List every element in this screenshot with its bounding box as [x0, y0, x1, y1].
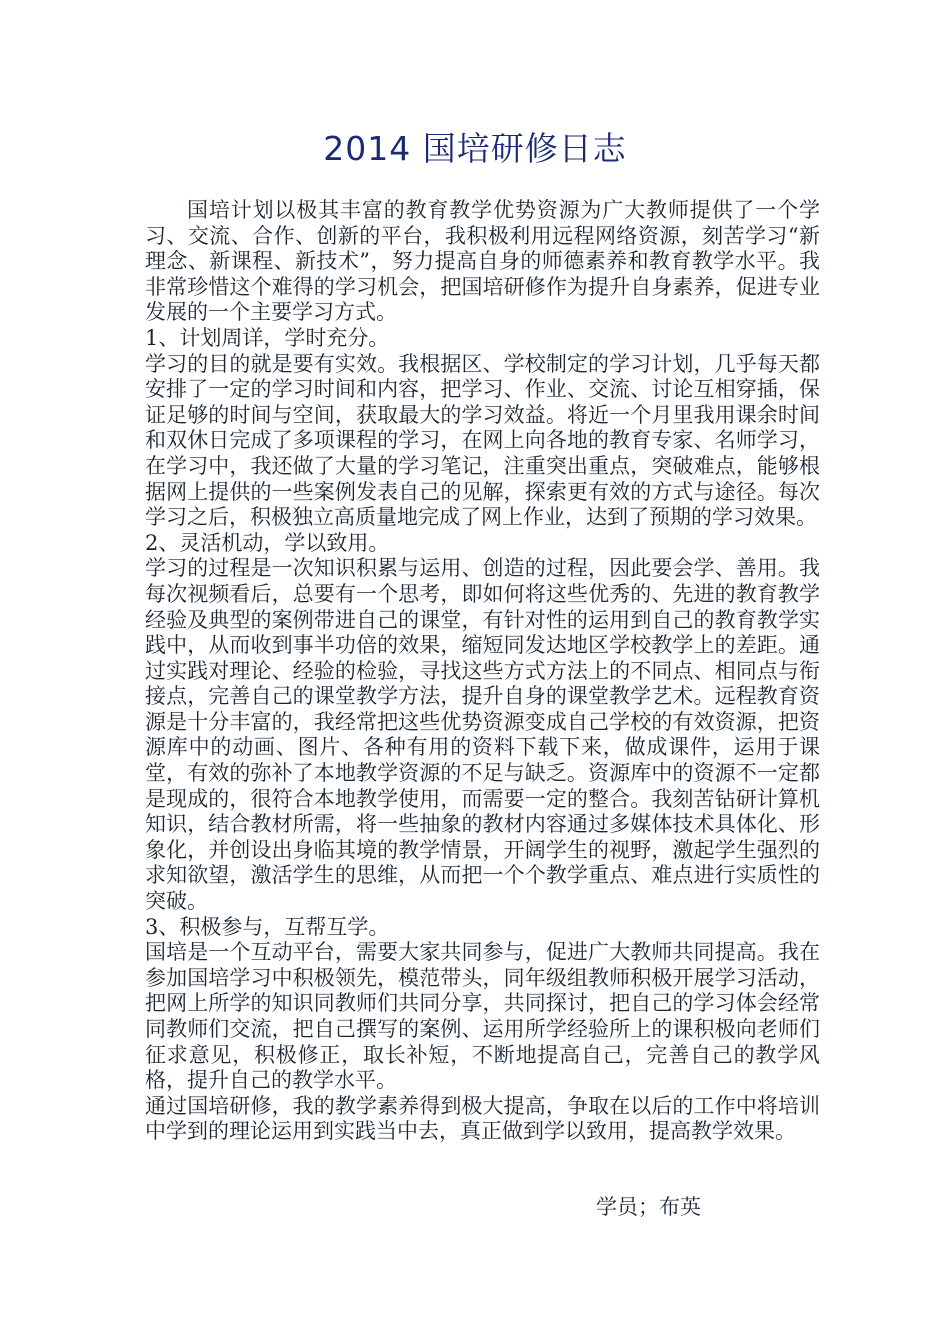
section-heading-1: 1、计划周详，学时充分。 [145, 325, 390, 350]
author-signature: 学员；布英 [596, 1195, 701, 1219]
intro-paragraph: 国培计划以极其丰富的教育教学优势资源为广大教师提供了一个学习、交流、合作、创新的平台，我积极利用远程网络资源，刻苦学习“新理念、新课程、新技术”，努力提高自身的师德素养和教育教学水平。我非常珍惜这个难得的学习机会，把国培研修作为提升自身素养，促进专业发展的一个主要学习方式。 [145, 198, 820, 325]
section-paragraph-2: 学习的过程是一次知识积累与运用、创造的过程，因此要会学、善用。我每次视频看后，总要有一个思考，即如何将这些优秀的、先进的教育教学经验及典型的案例带进自己的课堂，有针对性的运用到自己的教育教学实践中，从而收到事半功倍的效果，缩短同发达地区学校教学上的差距。通过实践对理论、经验的检验，寻找这些方式方法上的不同点、相同点与衔接点，完善自己的课堂教学方法，提升自身的课堂教学艺术。远程教育资源是十分丰富的，我经常把这些优势资源变成自己学校的有效资源，把资源库中的动画、图片、各种有用的资料下载下来，做成课件，运用于课堂，有效的弥补了本地教学资源的不足与缺乏。资源库中的资源不一定都是现成的，很符合本地教学使用，而需要一定的整合。我刻苦钻研计算机知识，结合教材所需，将一些抽象的教材内容通过多媒体技术具体化、形象化，并创设出身临其境的教学情景，开阔学生的视野，激起学生强烈的求知欲望，激活学生的思维，从而把一个个教学重点、难点进行实质性的突破。 [145, 556, 820, 914]
section-heading-3: 3、积极参与，互帮互学。 [145, 914, 390, 939]
document-body [145, 198, 820, 1145]
section-paragraph-3: 国培是一个互动平台，需要大家共同参与，促进广大教师共同提高。我在参加国培学习中积极领先，模范带头，同年级组教师积极开展学习活动，把网上所学的知识同教师们共同分享，共同探讨，把自己的学习体会经常同教师们交流，把自己撰写的案例、运用所学经验所上的课积极向老师们征求意见，积极修正，取长补短，不断地提高自己，完善自己的教学风格，提升自己的教学水平。 [145, 940, 820, 1093]
section-heading-2: 2、灵活机动，学以致用。 [145, 530, 390, 555]
document-title: 2014 国培研修日志 [323, 129, 627, 168]
closing-paragraph: 通过国培研修，我的教学素养得到极大提高，争取在以后的工作中将培训中学到的理论运用到实践当中去，真正做到学以致用，提高教学效果。 [145, 1093, 820, 1144]
section-paragraph-1: 学习的目的就是要有实效。我根据区、学校制定的学习计划，几乎每天都安排了一定的学习时间和内容，把学习、作业、交流、讨论互相穿插，保证足够的时间与空间，获取最大的学习效益。将近一个月里我用课余时间和双休日完成了多项课程的学习，在网上向各地的教育专家、名师学习，在学习中，我还做了大量的学习笔记，注重突出重点，突破难点，能够根据网上提供的一些案例发表自己的见解，探索更有效的方式与途径。每次学习之后，积极独立高质量地完成了网上作业，达到了预期的学习效果。 [145, 351, 820, 530]
